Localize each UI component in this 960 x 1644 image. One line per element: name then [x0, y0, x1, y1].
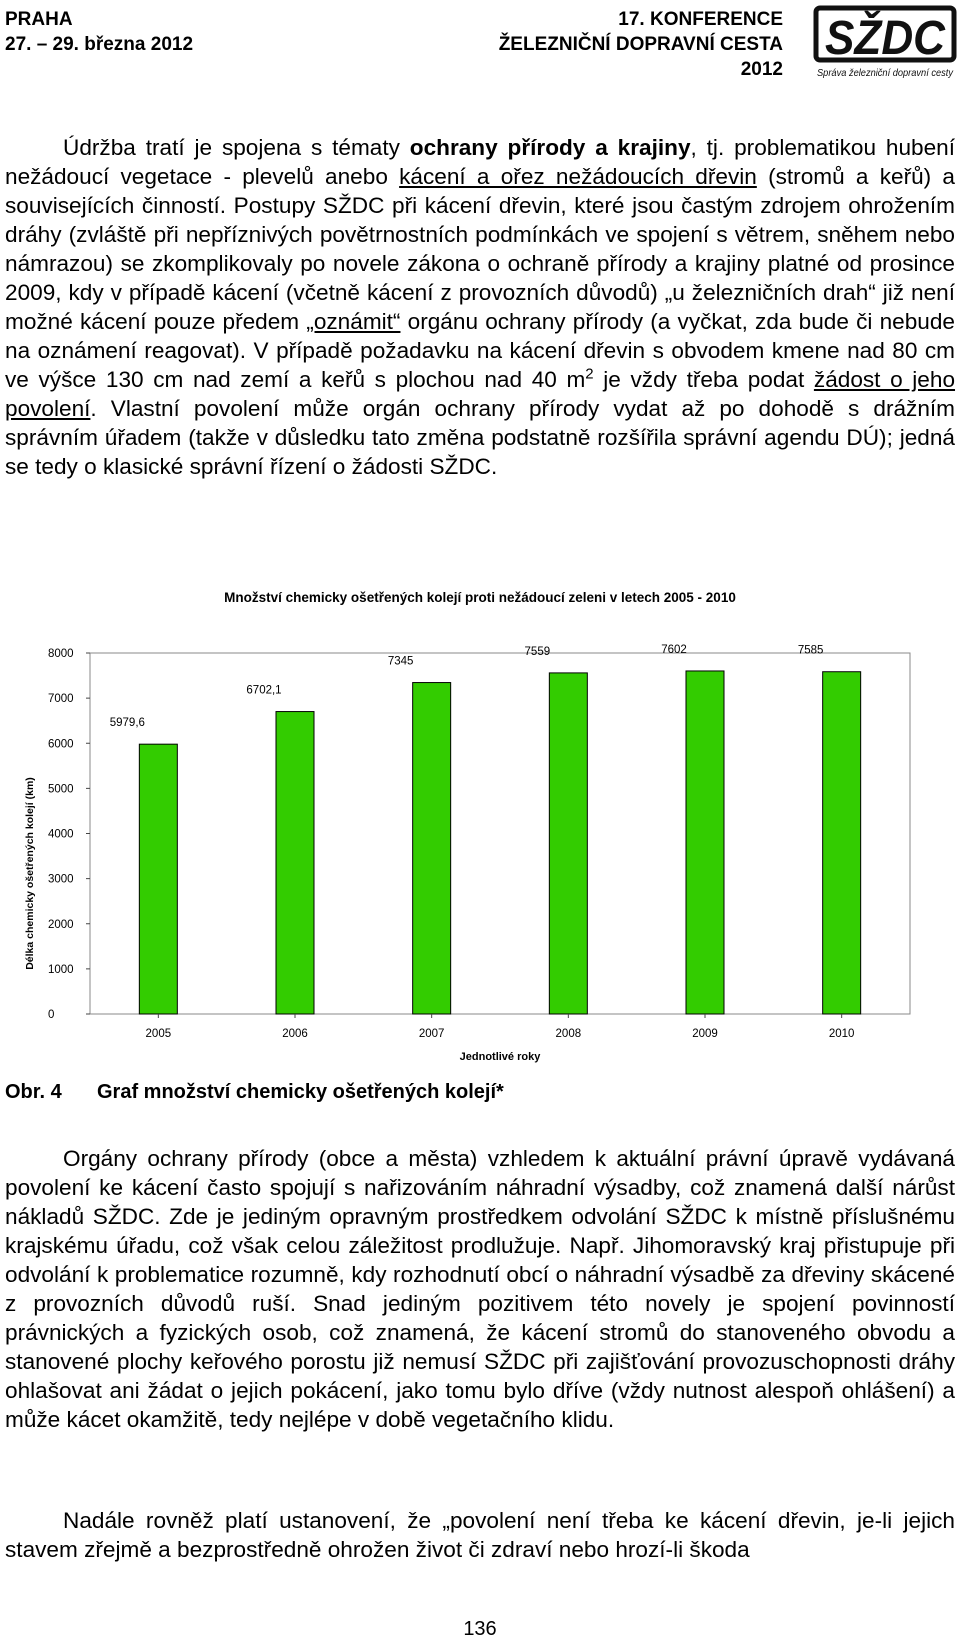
- p1-text-2: , tj. problematikou hubení nežádoucí vegetace - plevelů anebo: [5, 135, 955, 189]
- y-tick-label-4000: 4000: [48, 828, 74, 841]
- data-label-2008: 7559: [524, 645, 551, 658]
- bar-2007: [413, 683, 451, 1014]
- x-tick-label-2005: 2005: [145, 1028, 172, 1040]
- y-axis-label: Délka chemicky ošetřených kolejí (km): [24, 777, 36, 970]
- x-tick-label-2007: 2007: [418, 1028, 445, 1040]
- figure-caption: [5, 1079, 504, 1105]
- header-left: [5, 7, 193, 57]
- bar-2005: [139, 744, 177, 1014]
- p1-text-6: . Vlastní povolení může orgán ochrany přírody vydat až po dohodě s drážním správním úřadem (takže v důsledku tato změna podstatně rozšířila správní agendu DÚ); jedná se tedy o klasické správní řízení o žádosti SŽDC.: [5, 396, 955, 479]
- paragraph-1: [5, 133, 955, 481]
- page-number: 136: [463, 1618, 497, 1640]
- p1-underline-1: kácení a ořez nežádoucích dřevin: [399, 164, 757, 189]
- paragraph-3: [5, 1506, 955, 1564]
- data-label-2010: 7585: [797, 644, 824, 657]
- szdc-logo: [812, 2, 958, 84]
- data-label-2006: 6702,1: [246, 684, 282, 697]
- chart-title: Množství chemicky ošetřených kolejí proti nežádoucí zeleni v letech 2005 - 2010: [224, 590, 736, 605]
- p3-text: Nadále rovněž platí ustanovení, že „povolení není třeba ke kácení dřevin, je-li jejich stavem zřejmě a bezprostředně ohrožen život či zdraví nebo hrozí-li škoda: [5, 1508, 955, 1562]
- header-conference-line2: ŽELEZNIČNÍ DOPRAVNÍ CESTA: [498, 34, 783, 55]
- bar-2010: [823, 672, 861, 1014]
- p1-superscript: 2: [585, 365, 594, 383]
- y-tick-label-7000: 7000: [48, 693, 74, 706]
- y-tick-label-1000: 1000: [48, 963, 74, 976]
- plot-area-frame: [90, 653, 910, 1014]
- y-tick-label-8000: 8000: [48, 648, 74, 660]
- data-label-2009: 7602: [661, 643, 687, 656]
- y-tick-label-0: 0: [48, 1009, 55, 1021]
- y-tick-label-6000: 6000: [48, 738, 74, 751]
- p1-text-5: je vždy třeba podat: [593, 367, 814, 392]
- logo-tagline: Správa železniční dopravní cesty: [817, 68, 954, 79]
- p1-underline-2: „oznámit“: [306, 309, 401, 334]
- header-conference: [499, 7, 783, 82]
- x-axis-label: Jednotlivé roky: [459, 1051, 541, 1063]
- x-tick-label-2010: 2010: [828, 1028, 855, 1040]
- p1-text-3: (stromů a keřů) a souvisejících činností. Postupy SŽDC při kácení dřevin, které jsou častým zdrojem ohrožením dráhy (zvláště při nepříznivých povětrnostních podmínkách ve spojení s větrem, sněhem nebo námrazou) se zkomplikovaly po novele zákona o ochraně přírody a krajiny platné od prosince 2009, kdy v případě kácení (včetně kácení z provozních důvodů) „u železničních drah“ již není možné kácení pouze předem: [5, 164, 955, 334]
- header-city: PRAHA: [5, 9, 73, 30]
- chart: [0, 590, 960, 1070]
- p1-text-4: orgánu ochrany přírody (a vyčkat, zda bude či nebude na oznámení reagovat). V případě požadavku na kácení dřevin s obvodem kmene nad 80 cm ve výšce 130 cm nad zemí a keřů s plochou nad 40 m: [5, 309, 955, 392]
- bar-2008: [549, 673, 587, 1014]
- logo-wordmark: SŽDC: [825, 12, 956, 65]
- x-tick-label-2008: 2008: [555, 1028, 582, 1040]
- header-dates: 27. – 29. března 2012: [5, 34, 194, 55]
- caption-text: Graf množství chemicky ošetřených kolejí*: [97, 1081, 504, 1103]
- chart-plot: [0, 590, 960, 1070]
- data-label-2005: 5979,6: [109, 717, 145, 730]
- p1-underline-3: žádost o jeho povolení: [5, 367, 956, 421]
- p1-bold-1: ochrany přírody a krajiny: [409, 135, 691, 160]
- header-year: 2012: [740, 59, 783, 80]
- p1-text-1: Údržba tratí je spojena s tématy: [63, 135, 410, 160]
- paragraph-2: [5, 1144, 955, 1434]
- y-tick-label-3000: 3000: [48, 873, 74, 886]
- data-label-2007: 7345: [387, 655, 414, 668]
- bar-2006: [276, 712, 314, 1014]
- x-tick-label-2006: 2006: [282, 1028, 308, 1040]
- bar-2009: [686, 671, 724, 1014]
- y-tick-label-2000: 2000: [48, 918, 74, 931]
- header-conference-line1: 17. KONFERENCE: [618, 9, 783, 30]
- p2-text: Orgány ochrany přírody (obce a města) vzhledem k aktuální právní úpravě vydávaná povolení ke kácení často spojují s nařizováním náhradní výsadby, což znamená další nárůst nákladů SŽDC. Zde je jediným opravným prostředkem odvolání SŽDC k místně příslušnému krajskému úřadu, což však celou záležitost prodlužuje. Např. Jihomoravský kraj přistupuje při odvolání k problematice rozumně, kdy rozhodnutí obcí o náhradní výsadbě za dřeviny skácené z provozních důvodů ruší. Snad jediným pozitivem této novely je spojení povinností právnických a fyzických osob, což znamená, že kácení stromů do stanoveného obvodu a stanovené plochy keřového porostu již nemusí SŽDC při zajišťování provozuschopnosti dráhy ohlašovat ani žádat o jejich pokácení, jako tomu bylo dříve (vždy nutnost alespoň ohlášení) a může kácet okamžitě, tedy nejlépe v době vegetačního klidu.: [5, 1146, 955, 1432]
- x-tick-label-2009: 2009: [692, 1028, 718, 1040]
- y-tick-label-5000: 5000: [48, 783, 74, 796]
- caption-number: Obr. 4: [5, 1081, 62, 1103]
